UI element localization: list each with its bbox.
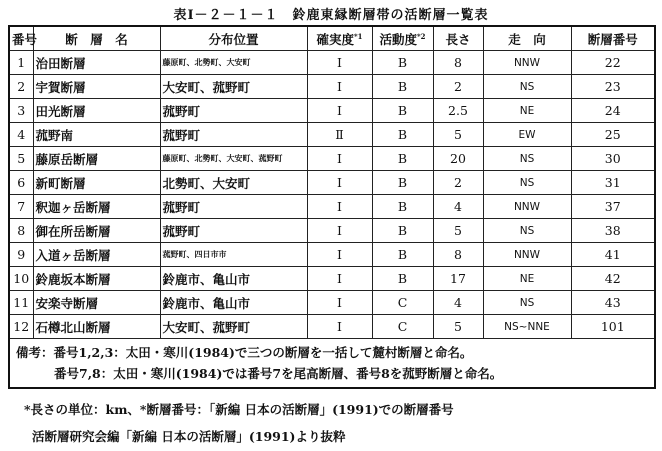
cell-fault-name: 御在所岳断層 [33, 219, 160, 243]
cell-strike: NS [483, 75, 571, 99]
table-row [9, 219, 655, 243]
table-row [9, 291, 655, 315]
table-row [9, 51, 655, 75]
cell-length: 20 [433, 147, 483, 171]
cell-strike: NNW [483, 243, 571, 267]
table-row [9, 75, 655, 99]
cell-no: 9 [9, 243, 33, 267]
cell-certainty: Ⅰ [307, 195, 372, 219]
cell-fault-number: 37 [571, 195, 655, 219]
cell-activity: C [372, 315, 433, 339]
cell-strike: NNW [483, 195, 571, 219]
cell-length: 5 [433, 219, 483, 243]
cell-fault-number: 25 [571, 123, 655, 147]
cell-no: 7 [9, 195, 33, 219]
cell-location: 大安町、菰野町 [160, 75, 307, 99]
cell-no: 4 [9, 123, 33, 147]
cell-activity: B [372, 267, 433, 291]
cell-no: 3 [9, 99, 33, 123]
cell-strike: NS [483, 291, 571, 315]
cell-location: 北勢町、大安町 [160, 171, 307, 195]
cell-strike: NNW [483, 51, 571, 75]
cell-no: 8 [9, 219, 33, 243]
cell-strike: NS [483, 147, 571, 171]
cell-activity: B [372, 195, 433, 219]
table-row [9, 315, 655, 339]
cell-fault-number: 42 [571, 267, 655, 291]
notes-row [9, 339, 655, 389]
cell-activity: B [372, 75, 433, 99]
cell-fault-name: 石樽北山断層 [33, 315, 160, 339]
header-certainty-note: *1 [353, 31, 363, 41]
header-length: 長さ [433, 26, 483, 51]
header-activity-note: *2 [416, 31, 426, 41]
cell-certainty: Ⅰ [307, 243, 372, 267]
cell-location: 大安町、菰野町 [160, 315, 307, 339]
cell-fault-number: 22 [571, 51, 655, 75]
header-no: 番号 [9, 26, 33, 51]
cell-activity: B [372, 171, 433, 195]
cell-no: 10 [9, 267, 33, 291]
cell-certainty: Ⅰ [307, 75, 372, 99]
table-row [9, 171, 655, 195]
footnote-units: *長さの単位：km、*断層番号：「新編 日本の活断層」(1991)での断層番号 [24, 402, 454, 417]
header-row [9, 26, 655, 51]
cell-location: 菰野町 [160, 123, 307, 147]
cell-certainty: Ⅱ [307, 123, 372, 147]
cell-fault-number: 43 [571, 291, 655, 315]
table-row [9, 147, 655, 171]
cell-fault-name: 菰野南 [33, 123, 160, 147]
cell-fault-name: 新町断層 [33, 171, 160, 195]
cell-location: 菰野町、四日市市 [160, 243, 307, 267]
header-certainty-label: 確実度 [316, 31, 354, 47]
cell-fault-number: 101 [571, 315, 655, 339]
cell-activity: B [372, 147, 433, 171]
cell-strike: EW [483, 123, 571, 147]
table-title: 表Ⅰ－２－１－１ 鈴鹿東縁断層帯の活断層一覧表 [173, 8, 489, 23]
cell-activity: B [372, 99, 433, 123]
cell-certainty: Ⅰ [307, 99, 372, 123]
cell-activity: B [372, 51, 433, 75]
cell-length: 2 [433, 75, 483, 99]
cell-fault-name: 宇賀断層 [33, 75, 160, 99]
header-fault-no: 断層番号 [571, 26, 655, 51]
cell-length: 2 [433, 171, 483, 195]
cell-activity: B [372, 219, 433, 243]
cell-location: 菰野町 [160, 99, 307, 123]
header-location: 分布位置 [160, 26, 307, 51]
cell-fault-name: 鈴鹿坂本断層 [33, 267, 160, 291]
cell-strike: NE [483, 99, 571, 123]
cell-certainty: Ⅰ [307, 267, 372, 291]
cell-strike: NS [483, 171, 571, 195]
cell-fault-name: 治田断層 [33, 51, 160, 75]
fault-table [8, 25, 656, 389]
cell-location: 藤原町、北勢町、大安町、菰野町 [160, 147, 307, 171]
cell-no: 2 [9, 75, 33, 99]
cell-location: 藤原町、北勢町、大安町 [160, 51, 307, 75]
notes-cell [9, 339, 655, 389]
cell-length: 4 [433, 291, 483, 315]
cell-certainty: Ⅰ [307, 315, 372, 339]
cell-length: 5 [433, 123, 483, 147]
cell-fault-number: 24 [571, 99, 655, 123]
cell-no: 11 [9, 291, 33, 315]
footnote-source: 活断層研究会編「新編 日本の活断層」(1991)より抜粋 [32, 429, 346, 444]
cell-fault-name: 入道ヶ岳断層 [33, 243, 160, 267]
note-line-2: 番号7,8：太田・寒川(1984)では番号7を尾高断層、番号8を菰野断層と命名。 [54, 366, 503, 381]
cell-certainty: Ⅰ [307, 147, 372, 171]
note-line-1: 備考：番号1,2,3：太田・寒川(1984)で三つの断層を一括して麓村断層と命名。 [16, 345, 473, 360]
cell-fault-name: 安楽寺断層 [33, 291, 160, 315]
table-row [9, 267, 655, 291]
cell-length: 17 [433, 267, 483, 291]
table-row [9, 123, 655, 147]
header-certainty [307, 26, 372, 51]
cell-no: 5 [9, 147, 33, 171]
cell-location: 菰野町 [160, 195, 307, 219]
cell-strike: NS [483, 219, 571, 243]
cell-fault-number: 31 [571, 171, 655, 195]
cell-length: 2.5 [433, 99, 483, 123]
header-strike: 走 向 [483, 26, 571, 51]
cell-length: 8 [433, 51, 483, 75]
cell-length: 5 [433, 315, 483, 339]
cell-activity: C [372, 291, 433, 315]
cell-fault-name: 釈迦ヶ岳断層 [33, 195, 160, 219]
cell-fault-number: 30 [571, 147, 655, 171]
table-row [9, 195, 655, 219]
table-row [9, 243, 655, 267]
header-activity-label: 活動度 [379, 31, 417, 47]
cell-location: 菰野町 [160, 219, 307, 243]
cell-certainty: Ⅰ [307, 171, 372, 195]
cell-activity: B [372, 123, 433, 147]
cell-location: 鈴鹿市、亀山市 [160, 267, 307, 291]
cell-certainty: Ⅰ [307, 219, 372, 243]
cell-strike: NE [483, 267, 571, 291]
cell-fault-number: 38 [571, 219, 655, 243]
cell-length: 8 [433, 243, 483, 267]
cell-no: 12 [9, 315, 33, 339]
header-activity [372, 26, 433, 51]
table-row [9, 99, 655, 123]
cell-no: 1 [9, 51, 33, 75]
cell-certainty: Ⅰ [307, 51, 372, 75]
cell-certainty: Ⅰ [307, 291, 372, 315]
cell-fault-name: 藤原岳断層 [33, 147, 160, 171]
cell-fault-name: 田光断層 [33, 99, 160, 123]
header-name: 断 層 名 [33, 26, 160, 51]
cell-fault-number: 23 [571, 75, 655, 99]
cell-activity: B [372, 243, 433, 267]
cell-strike: NS~NNE [483, 315, 571, 339]
cell-no: 6 [9, 171, 33, 195]
cell-fault-number: 41 [571, 243, 655, 267]
cell-length: 4 [433, 195, 483, 219]
cell-location: 鈴鹿市、亀山市 [160, 291, 307, 315]
